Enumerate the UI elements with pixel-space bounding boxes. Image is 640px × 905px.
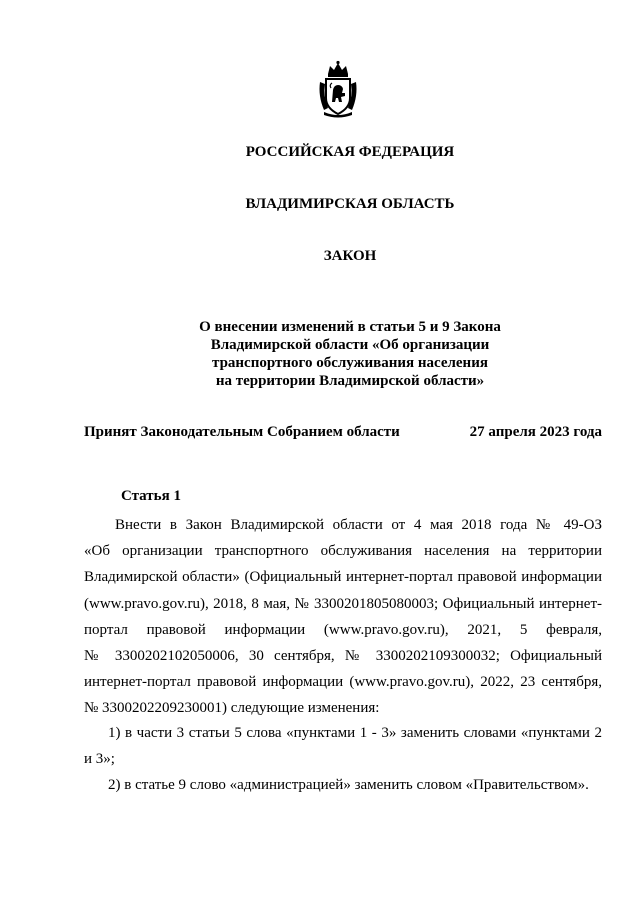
region-heading: ВЛАДИМИРСКАЯ ОБЛАСТЬ bbox=[245, 196, 455, 212]
amendment-item-1 bbox=[84, 720, 602, 772]
law-title-line: транспортного обслуживания населения bbox=[212, 355, 488, 371]
paragraph-line: Владимирской области» (Официальный интернет-портал правовой информации bbox=[84, 569, 602, 586]
paragraph-line: «Об организации транспортного обслуживания населения на территории bbox=[84, 543, 602, 560]
paragraph-line: (www.pravo.gov.ru), 2018, 8 мая, № 3300201805080003; Официальный интернет- bbox=[84, 595, 602, 612]
paragraph-line: № 3300202209230001) следующие изменения: bbox=[84, 700, 380, 717]
coat-of-arms-icon bbox=[316, 60, 360, 118]
article-heading: Статья 1 bbox=[121, 488, 181, 504]
law-title bbox=[150, 318, 550, 390]
paragraph-line: интернет-портал правовой информации (www.pravo.gov.ru), 2022, 23 сентября, bbox=[84, 674, 602, 691]
paragraph-line: Внести в Закон Владимирской области от 4 мая 2018 года № 49-ОЗ bbox=[115, 517, 602, 533]
adopted-by: Принят Законодательным Собранием области bbox=[84, 424, 400, 440]
paragraph-line: № 3300202102050006, 30 сентября, № 3300202109300032; Официальный bbox=[84, 648, 602, 665]
paragraph-line: и 3»; bbox=[84, 751, 115, 768]
law-title-line: Владимирской области «Об организации bbox=[210, 337, 490, 353]
paragraph-line: 1) в части 3 статьи 5 слова «пунктами 1 - 3» заменить словами «пунктами 2 bbox=[108, 725, 602, 741]
paragraph-line: портал правовой информации (www.pravo.gov.ru), 2021, 5 февраля, bbox=[84, 621, 602, 638]
law-title-line: на территории Владимирской области» bbox=[215, 373, 485, 389]
article-intro-paragraph bbox=[84, 512, 602, 722]
law-title-line: О внесении изменений в статьи 5 и 9 Закона bbox=[199, 319, 501, 335]
amendment-item-2: 2) в статье 9 слово «администрацией» заменить словом «Правительством». bbox=[108, 777, 589, 793]
country-heading: РОССИЙСКАЯ ФЕДЕРАЦИЯ bbox=[245, 144, 455, 160]
document-type-heading: ЗАКОН bbox=[323, 248, 377, 264]
adoption-date: 27 апреля 2023 года bbox=[469, 424, 602, 440]
